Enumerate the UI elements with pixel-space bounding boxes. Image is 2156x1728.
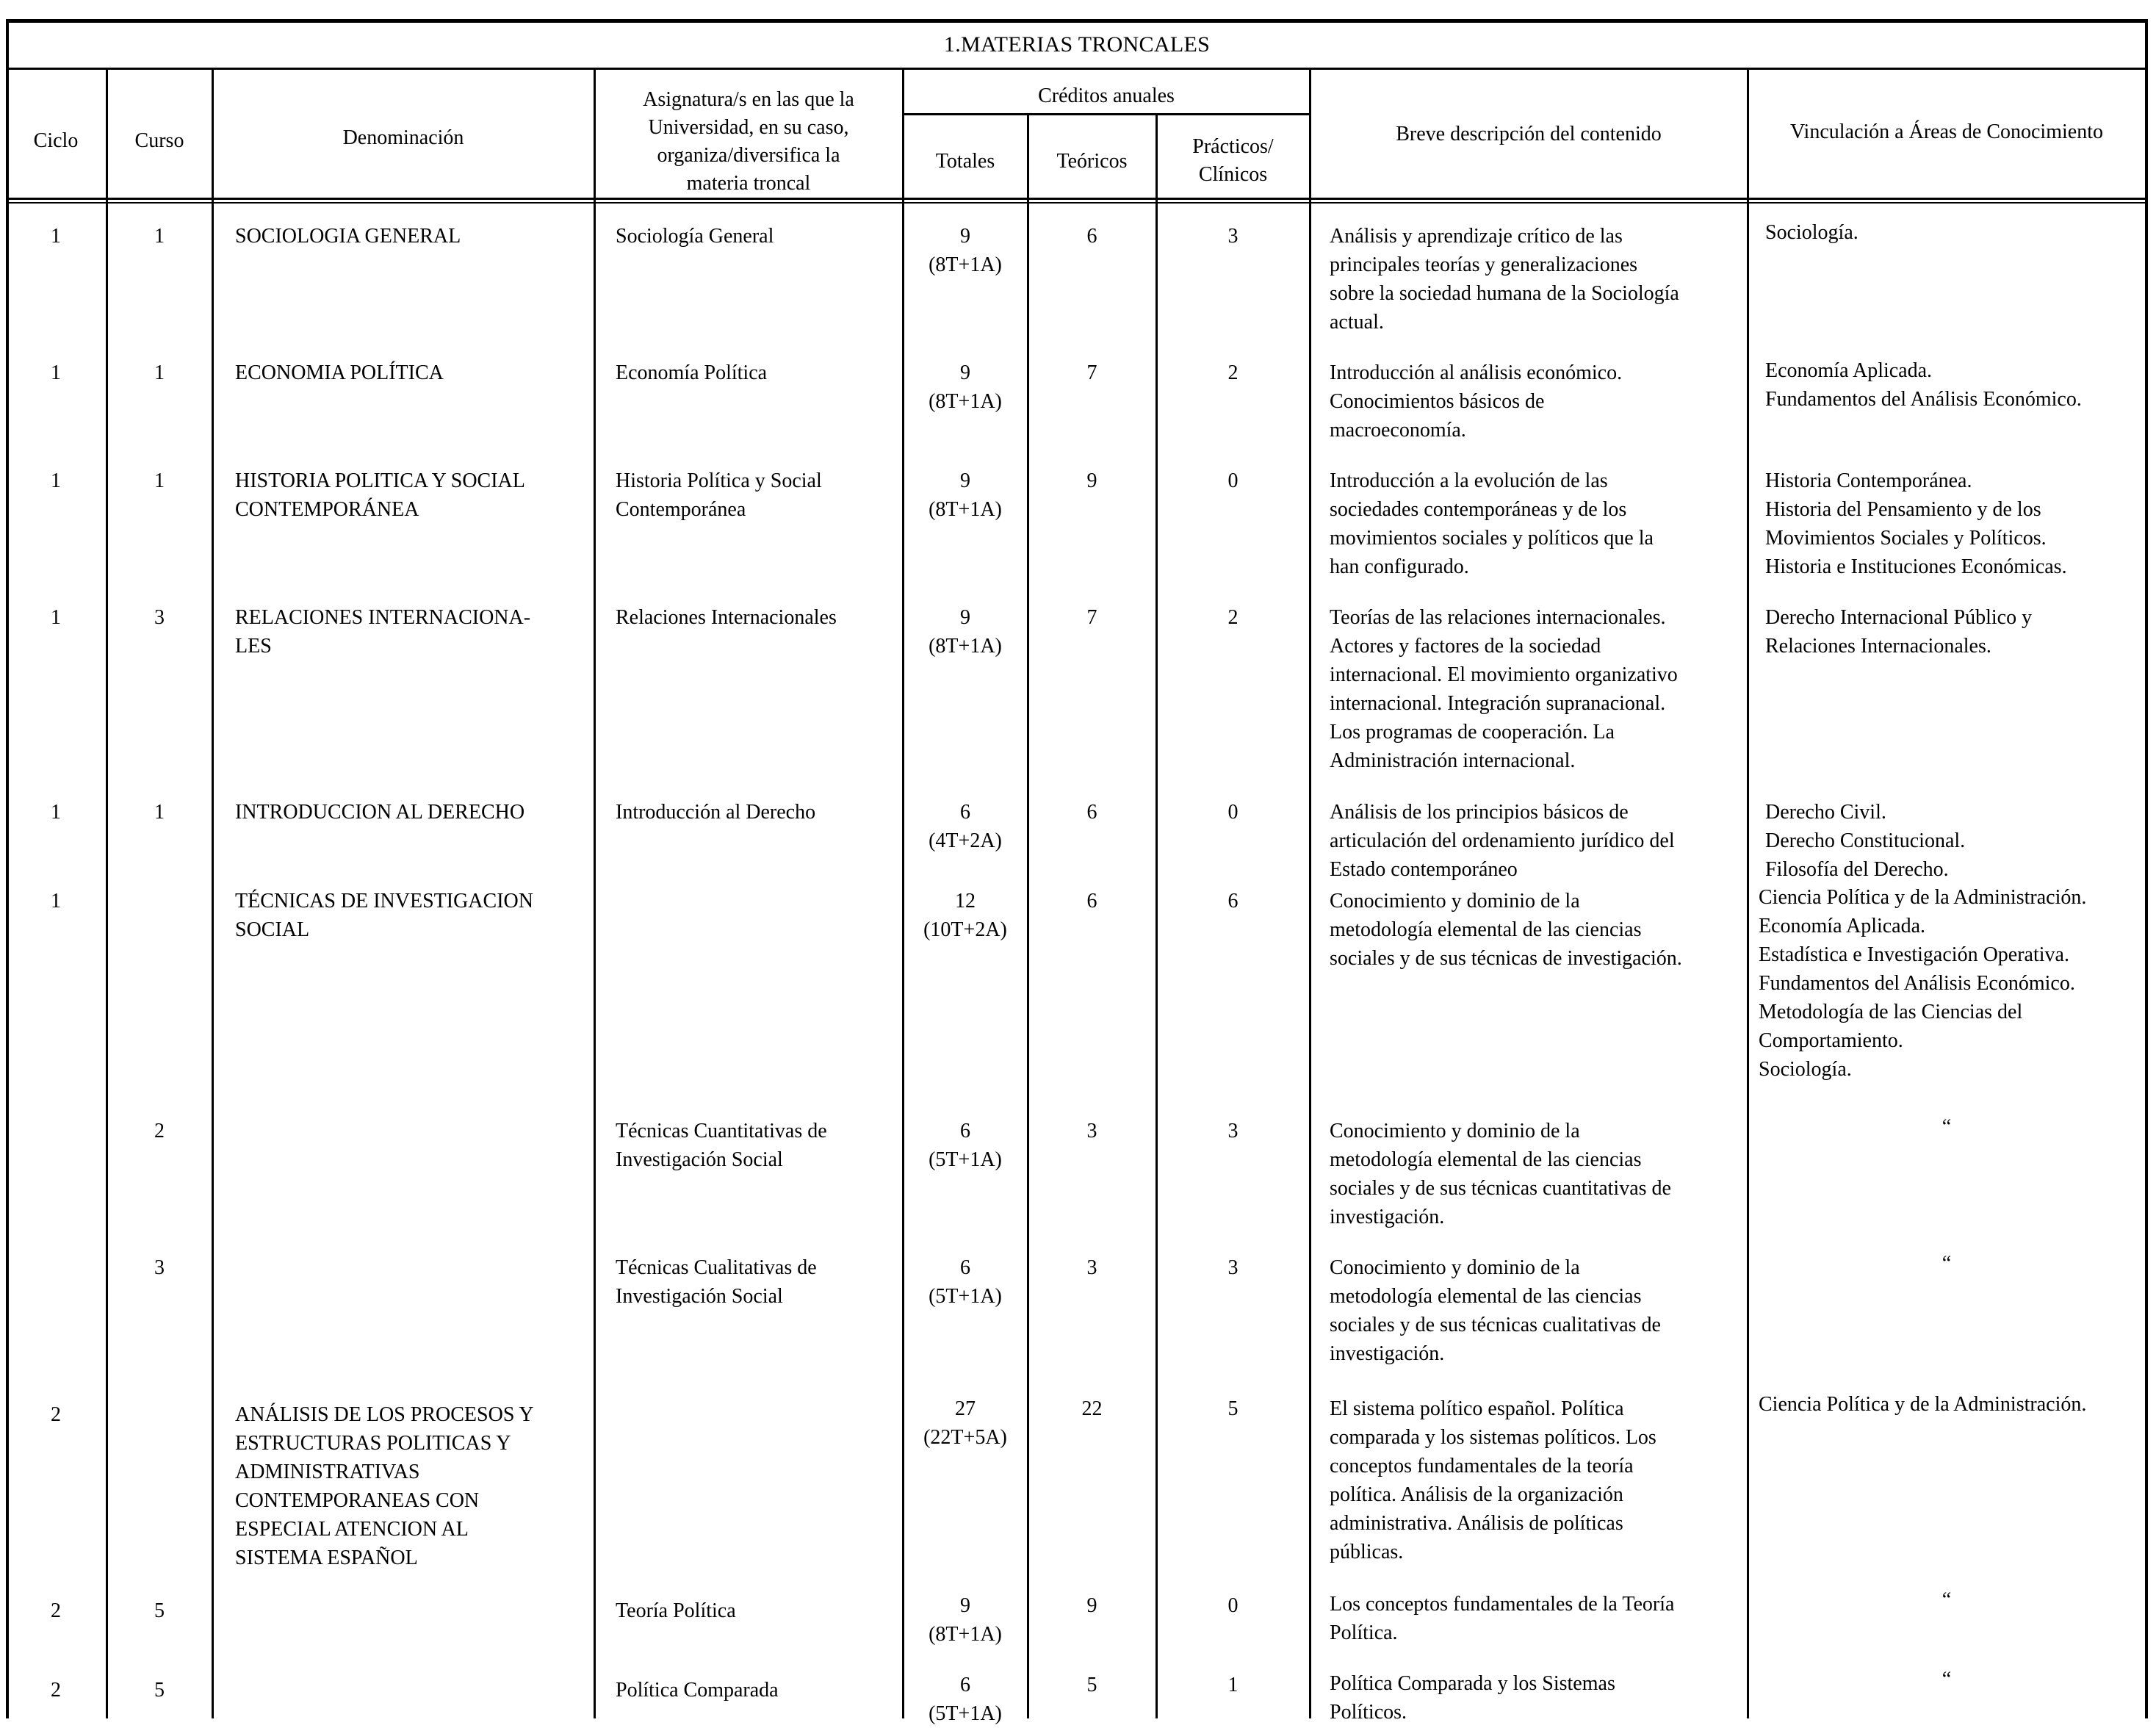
row-5-descripcion: Análisis de los principios básicos de articulación del ordenamiento jurídico del Estado contemporáneo — [1330, 801, 1675, 881]
row-10-curso: 5 — [154, 1599, 165, 1622]
header-divider-2 — [6, 202, 2148, 204]
row-5-practicos: 0 — [1227, 801, 1239, 824]
title-divider — [6, 68, 2148, 70]
header-ciclo: Ciclo — [33, 129, 79, 152]
row-9-teoricos: 22 — [1081, 1397, 1103, 1420]
row-5-denominacion: INTRODUCCION AL DERECHO — [235, 801, 525, 824]
row-2-curso: 1 — [154, 361, 165, 384]
row-3-denominacion: HISTORIA POLITICA Y SOCIAL CONTEMPORÁNEA — [235, 469, 525, 521]
row-6-ciclo: 1 — [51, 890, 61, 912]
row-6-practicos: 6 — [1227, 890, 1239, 912]
row-9-vinculacion: Ciencia Política y de la Administración. — [1759, 1393, 2087, 1416]
row-1-curso: 1 — [154, 225, 165, 248]
header-vinculacion: Vinculación a Áreas de Conocimiento — [1790, 120, 2103, 143]
row-3-descripcion: Introducción a la evolución de las sociedades contemporáneas y de los movimientos sociales y políticos que la han configurado. — [1330, 469, 1654, 578]
row-10-practicos: 0 — [1227, 1594, 1239, 1617]
row-5-teoricos: 6 — [1086, 801, 1097, 824]
row-4-totales: 9 (8T+1A) — [929, 606, 1002, 658]
header-divider — [6, 198, 2148, 200]
row-4-denominacion: RELACIONES INTERNACIONA- LES — [235, 606, 531, 658]
header-curso: Curso — [134, 129, 184, 152]
row-7-curso: 2 — [154, 1120, 165, 1142]
row-2-asignatura: Economía Política — [616, 361, 768, 384]
header-teoricos: Teóricos — [1056, 150, 1128, 173]
row-11-totales: 6 (5T+1A) — [929, 1674, 1002, 1725]
row-2-descripcion: Introducción al análisis económico. Conocimientos básicos de macroeconomía. — [1330, 361, 1623, 442]
row-8-descripcion: Conocimiento y dominio de la metodología elemental de las ciencias sociales y de sus técnicas cualitativas de investigación. — [1330, 1256, 1661, 1365]
row-4-practicos: 2 — [1227, 606, 1239, 629]
row-10-descripcion: Los conceptos fundamentales de la Teoría Política. — [1330, 1593, 1675, 1644]
row-4-ciclo: 1 — [51, 606, 61, 629]
row-1-practicos: 3 — [1227, 225, 1239, 248]
table-title: 1.MATERIAS TRONCALES — [943, 32, 1211, 57]
row-1-asignatura: Sociología General — [616, 225, 774, 248]
row-6-descripcion: Conocimiento y dominio de la metodología elemental de las ciencias sociales y de sus técnicas de investigación. — [1330, 890, 1682, 970]
row-1-ciclo: 1 — [51, 225, 61, 248]
row-6-vinculacion: Ciencia Política y de la Administración. Economía Aplicada. Estadística e Investigación Operativa. Fundamentos del Análisis Económico. Metodología de las Ciencias del Comportamiento. Sociología. — [1759, 886, 2087, 1081]
row-9-denominacion: ANÁLISIS DE LOS PROCESOS Y ESTRUCTURAS POLITICAS Y ADMINISTRATIVAS CONTEMPORANEAS CON ESPECIAL ATENCION AL SISTEMA ESPAÑOL — [235, 1403, 534, 1569]
row-10-asignatura: Teoría Política — [616, 1599, 736, 1622]
row-1-denominacion: SOCIOLOGIA GENERAL — [235, 225, 461, 248]
row-7-descripcion: Conocimiento y dominio de la metodología elemental de las ciencias sociales y de sus técnicas cuantitativas de investigación. — [1330, 1120, 1671, 1228]
row-6-totales: 12 (10T+2A) — [923, 890, 1007, 941]
row-4-vinculacion: Derecho Internacional Público y Relaciones Internacionales. — [1765, 606, 2033, 658]
row-1-vinculacion: Sociología. — [1765, 221, 1858, 244]
row-3-asignatura: Historia Política y Social Contemporánea — [616, 469, 822, 521]
row-2-vinculacion: Economía Aplicada. Fundamentos del Análisis Económico. — [1765, 359, 2082, 411]
row-4-asignatura: Relaciones Internacionales — [616, 606, 837, 629]
row-3-totales: 9 (8T+1A) — [929, 469, 1002, 521]
row-11-curso: 5 — [154, 1679, 165, 1702]
row-10-totales: 9 (8T+1A) — [929, 1594, 1002, 1646]
row-10-vinculacion-ditto: “ — [1942, 1588, 1952, 1611]
row-9-descripcion: El sistema político español. Política comparada y los sistemas políticos. Los conceptos fundamentales de la teoría política. Análisis de la organización administrativa. Análisis de políticas públicas. — [1330, 1397, 1656, 1563]
row-10-teoricos: 9 — [1086, 1594, 1097, 1617]
col-divider-totales — [1027, 115, 1029, 1718]
row-3-ciclo: 1 — [51, 469, 61, 492]
col-divider-descripcion — [1747, 69, 1749, 1718]
row-8-asignatura: Técnicas Cualitativas de Investigación Social — [616, 1256, 817, 1308]
row-8-teoricos: 3 — [1086, 1256, 1097, 1279]
row-5-asignatura: Introducción al Derecho — [616, 801, 816, 824]
row-8-totales: 6 (5T+1A) — [929, 1256, 1002, 1308]
row-11-vinculacion-ditto: “ — [1942, 1668, 1952, 1691]
row-7-totales: 6 (5T+1A) — [929, 1120, 1002, 1171]
row-11-descripcion: Política Comparada y los Sistemas Políticos. — [1330, 1672, 1615, 1724]
row-10-ciclo: 2 — [51, 1599, 61, 1622]
row-4-curso: 3 — [154, 606, 165, 629]
row-9-ciclo: 2 — [51, 1403, 61, 1426]
row-7-vinculacion-ditto: “ — [1942, 1115, 1952, 1138]
header-asignatura: Asignatura/s en las que la Universidad, en su caso, organiza/diversifica la materia troncal — [643, 88, 854, 195]
row-1-descripcion: Análisis y aprendizaje crítico de las principales teorías y generalizaciones sobre la sociedad humana de la Sociología actual. — [1330, 225, 1679, 334]
row-8-practicos: 3 — [1227, 1256, 1239, 1279]
col-divider-curso — [212, 69, 214, 1718]
row-7-teoricos: 3 — [1086, 1120, 1097, 1142]
header-denominacion: Denominación — [342, 126, 464, 149]
row-11-teoricos: 5 — [1086, 1674, 1097, 1696]
row-3-curso: 1 — [154, 469, 165, 492]
materias-troncales-table — [6, 19, 2151, 1725]
row-5-curso: 1 — [154, 801, 165, 824]
header-creditos: Créditos anuales — [1038, 84, 1175, 107]
row-3-practicos: 0 — [1227, 469, 1239, 492]
row-9-practicos: 5 — [1227, 1397, 1239, 1420]
row-5-ciclo: 1 — [51, 801, 61, 824]
row-3-vinculacion: Historia Contemporánea. Historia del Pensamiento y de los Movimientos Sociales y Políticos. Historia e Instituciones Económicas. — [1765, 469, 2067, 578]
row-2-totales: 9 (8T+1A) — [929, 361, 1002, 413]
col-divider-denominacion — [594, 69, 596, 1718]
row-4-descripcion: Teorías de las relaciones internacionales. Actores y factores de la sociedad internacional. El movimiento organizativo internacional. Integración supranacional. Los programas de cooperación. La Administración internacional. — [1330, 606, 1678, 772]
header-practicos: Prácticos/ Clínicos — [1192, 135, 1274, 186]
row-11-ciclo: 2 — [51, 1679, 61, 1702]
row-8-vinculacion-ditto: “ — [1942, 1252, 1952, 1275]
row-11-practicos: 1 — [1227, 1674, 1239, 1696]
header-descripcion: Breve descripción del contenido — [1396, 123, 1662, 145]
row-7-asignatura: Técnicas Cuantitativas de Investigación Social — [616, 1120, 827, 1171]
row-4-teoricos: 7 — [1086, 606, 1097, 629]
row-3-teoricos: 9 — [1086, 469, 1097, 492]
col-divider-ciclo — [106, 69, 108, 1718]
row-2-denominacion: ECONOMIA POLÍTICA — [235, 361, 444, 384]
row-1-teoricos: 6 — [1086, 225, 1097, 248]
row-1-totales: 9 (8T+1A) — [929, 225, 1002, 276]
creditos-subheader-divider — [902, 113, 1310, 115]
row-6-teoricos: 6 — [1086, 890, 1097, 912]
row-5-totales: 6 (4T+2A) — [929, 801, 1002, 852]
row-2-teoricos: 7 — [1086, 361, 1097, 384]
header-totales: Totales — [935, 150, 995, 173]
row-2-practicos: 2 — [1227, 361, 1239, 384]
row-5-vinculacion: Derecho Civil. Derecho Constitucional. Filosofía del Derecho. — [1765, 801, 1966, 881]
row-8-curso: 3 — [154, 1256, 165, 1279]
row-7-practicos: 3 — [1227, 1120, 1239, 1142]
row-11-asignatura: Política Comparada — [616, 1679, 779, 1702]
row-9-totales: 27 (22T+5A) — [923, 1397, 1007, 1449]
row-6-denominacion: TÉCNICAS DE INVESTIGACION SOCIAL — [235, 890, 533, 941]
col-divider-practicos — [1309, 69, 1311, 1718]
row-2-ciclo: 1 — [51, 361, 61, 384]
col-divider-teoricos — [1155, 115, 1158, 1718]
